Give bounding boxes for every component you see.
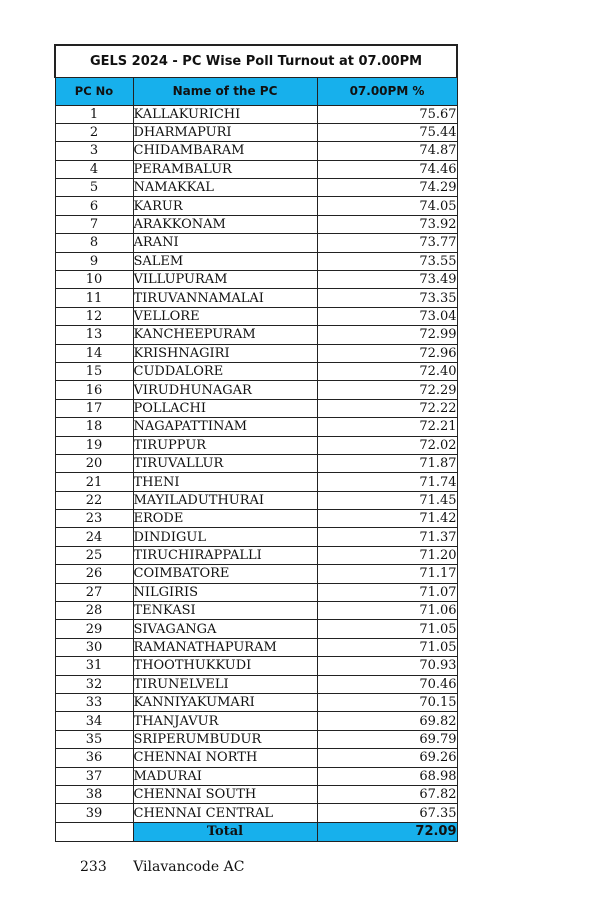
table-row — [55, 160, 457, 178]
table-title: GELS 2024 - PC Wise Poll Turnout at 07.00PM — [55, 45, 457, 77]
turnout-cell: 73.35 — [317, 289, 457, 307]
table-body — [55, 105, 457, 822]
turnout-cell: 72.99 — [317, 326, 457, 344]
turnout-cell: 72.29 — [317, 381, 457, 399]
pc-name-cell: CHENNAI SOUTH — [133, 785, 317, 803]
pc-name-cell: CHENNAI CENTRAL — [133, 804, 317, 822]
table-row — [55, 767, 457, 785]
pc-name-cell: DINDIGUL — [133, 528, 317, 546]
table-row — [55, 142, 457, 160]
turnout-cell: 74.46 — [317, 160, 457, 178]
table-row — [55, 528, 457, 546]
table-row — [55, 510, 457, 528]
pc-no-cell: 23 — [55, 510, 133, 528]
table-row — [55, 491, 457, 509]
pc-no-cell: 19 — [55, 436, 133, 454]
pc-no-cell: 31 — [55, 657, 133, 675]
total-row — [55, 822, 457, 841]
turnout-cell: 71.07 — [317, 583, 457, 601]
pc-no-cell: 7 — [55, 215, 133, 233]
pc-no-cell: 29 — [55, 620, 133, 638]
turnout-cell: 71.87 — [317, 454, 457, 472]
turnout-cell: 68.98 — [317, 767, 457, 785]
total-value: 72.09 — [317, 822, 457, 841]
turnout-cell: 75.67 — [317, 105, 457, 123]
pc-no-cell: 11 — [55, 289, 133, 307]
pc-no-cell: 30 — [55, 638, 133, 656]
turnout-cell: 71.06 — [317, 602, 457, 620]
footer-section: Vilavancode AC — [133, 859, 245, 875]
pc-name-cell: KANCHEEPURAM — [133, 326, 317, 344]
table-row — [55, 197, 457, 215]
pc-no-cell: 22 — [55, 491, 133, 509]
pc-no-cell: 20 — [55, 454, 133, 472]
table-row — [55, 620, 457, 638]
turnout-cell: 72.22 — [317, 399, 457, 417]
turnout-cell: 71.05 — [317, 620, 457, 638]
pc-name-cell: KANNIYAKUMARI — [133, 694, 317, 712]
table-row — [55, 252, 457, 270]
pc-name-cell: TIRUVANNAMALAI — [133, 289, 317, 307]
turnout-cell: 72.96 — [317, 344, 457, 362]
pc-no-cell: 18 — [55, 418, 133, 436]
pc-name-cell: ARANI — [133, 234, 317, 252]
turnout-cell: 67.35 — [317, 804, 457, 822]
table-row — [55, 307, 457, 325]
pc-no-cell: 33 — [55, 694, 133, 712]
table-row — [55, 638, 457, 656]
turnout-cell: 71.37 — [317, 528, 457, 546]
pc-no-cell: 17 — [55, 399, 133, 417]
table-row — [55, 602, 457, 620]
table-row — [55, 215, 457, 233]
page-number: 233 — [80, 859, 107, 875]
turnout-cell: 72.02 — [317, 436, 457, 454]
table-row — [55, 105, 457, 123]
pc-no-cell: 14 — [55, 344, 133, 362]
pc-no-cell: 27 — [55, 583, 133, 601]
turnout-cell: 71.05 — [317, 638, 457, 656]
pc-no-cell: 3 — [55, 142, 133, 160]
pc-no-cell: 10 — [55, 271, 133, 289]
pc-name-cell: TENKASI — [133, 602, 317, 620]
pc-name-cell: CHIDAMBARAM — [133, 142, 317, 160]
table-row — [55, 179, 457, 197]
pc-name-cell: PERAMBALUR — [133, 160, 317, 178]
table-row — [55, 583, 457, 601]
turnout-cell: 69.82 — [317, 712, 457, 730]
table-row — [55, 234, 457, 252]
table-row — [55, 785, 457, 803]
pc-no-cell: 12 — [55, 307, 133, 325]
poll-turnout-table — [54, 44, 458, 842]
pc-name-cell: DHARMAPURI — [133, 123, 317, 141]
pc-no-cell: 28 — [55, 602, 133, 620]
table-row — [55, 326, 457, 344]
pc-name-cell: COIMBATORE — [133, 565, 317, 583]
pc-no-cell: 1 — [55, 105, 133, 123]
pc-name-cell: TIRUPPUR — [133, 436, 317, 454]
pc-name-cell: KRISHNAGIRI — [133, 344, 317, 362]
turnout-cell: 73.92 — [317, 215, 457, 233]
pc-name-cell: ARAKKONAM — [133, 215, 317, 233]
pc-no-cell: 8 — [55, 234, 133, 252]
turnout-cell: 74.29 — [317, 179, 457, 197]
pc-name-cell: KALLAKURICHI — [133, 105, 317, 123]
pc-name-cell: NILGIRIS — [133, 583, 317, 601]
table-row — [55, 730, 457, 748]
pc-name-cell: TIRUNELVELI — [133, 675, 317, 693]
turnout-cell: 71.74 — [317, 473, 457, 491]
pc-no-cell: 24 — [55, 528, 133, 546]
pc-name-cell: TIRUCHIRAPPALLI — [133, 546, 317, 564]
pc-name-cell: THANJAVUR — [133, 712, 317, 730]
turnout-cell: 70.46 — [317, 675, 457, 693]
turnout-cell: 73.04 — [317, 307, 457, 325]
table-row — [55, 454, 457, 472]
table-row — [55, 271, 457, 289]
pc-no-cell: 32 — [55, 675, 133, 693]
pc-no-cell: 15 — [55, 362, 133, 380]
table-row — [55, 123, 457, 141]
table-row — [55, 804, 457, 822]
header-pc-no: PC No — [55, 77, 133, 105]
pc-no-cell: 13 — [55, 326, 133, 344]
pc-name-cell: VELLORE — [133, 307, 317, 325]
page-footer — [80, 859, 244, 875]
turnout-cell: 71.17 — [317, 565, 457, 583]
turnout-cell: 75.44 — [317, 123, 457, 141]
turnout-cell: 69.26 — [317, 749, 457, 767]
turnout-cell: 74.87 — [317, 142, 457, 160]
pc-name-cell: NAGAPATTINAM — [133, 418, 317, 436]
pc-no-cell: 5 — [55, 179, 133, 197]
pc-name-cell: SRIPERUMBUDUR — [133, 730, 317, 748]
pc-name-cell: SALEM — [133, 252, 317, 270]
table-row — [55, 381, 457, 399]
turnout-cell: 73.55 — [317, 252, 457, 270]
pc-name-cell: CHENNAI NORTH — [133, 749, 317, 767]
table-row — [55, 565, 457, 583]
table-row — [55, 675, 457, 693]
pc-no-cell: 36 — [55, 749, 133, 767]
pc-name-cell: VILLUPURAM — [133, 271, 317, 289]
table-row — [55, 712, 457, 730]
pc-name-cell: CUDDALORE — [133, 362, 317, 380]
turnout-cell: 71.20 — [317, 546, 457, 564]
table-row — [55, 418, 457, 436]
pc-no-cell: 9 — [55, 252, 133, 270]
turnout-cell: 74.05 — [317, 197, 457, 215]
table-row — [55, 546, 457, 564]
pc-name-cell: ERODE — [133, 510, 317, 528]
pc-name-cell: NAMAKKAL — [133, 179, 317, 197]
turnout-cell: 70.93 — [317, 657, 457, 675]
turnout-cell: 72.21 — [317, 418, 457, 436]
pc-no-cell: 16 — [55, 381, 133, 399]
total-blank-cell — [55, 822, 133, 841]
table-row — [55, 473, 457, 491]
pc-no-cell: 2 — [55, 123, 133, 141]
turnout-cell: 73.77 — [317, 234, 457, 252]
pc-name-cell: TIRUVALLUR — [133, 454, 317, 472]
turnout-cell: 73.49 — [317, 271, 457, 289]
pc-name-cell: KARUR — [133, 197, 317, 215]
header-row — [55, 77, 457, 105]
turnout-cell: 70.15 — [317, 694, 457, 712]
pc-no-cell: 6 — [55, 197, 133, 215]
pc-no-cell: 34 — [55, 712, 133, 730]
pc-name-cell: RAMANATHAPURAM — [133, 638, 317, 656]
pc-name-cell: THENI — [133, 473, 317, 491]
table-row — [55, 657, 457, 675]
turnout-cell: 72.40 — [317, 362, 457, 380]
pc-name-cell: THOOTHUKKUDI — [133, 657, 317, 675]
pc-no-cell: 37 — [55, 767, 133, 785]
table-row — [55, 362, 457, 380]
turnout-cell: 71.45 — [317, 491, 457, 509]
table-row — [55, 749, 457, 767]
pc-no-cell: 38 — [55, 785, 133, 803]
turnout-cell: 69.79 — [317, 730, 457, 748]
table-row — [55, 344, 457, 362]
header-pct: 07.00PM % — [317, 77, 457, 105]
pc-name-cell: MADURAI — [133, 767, 317, 785]
pc-no-cell: 25 — [55, 546, 133, 564]
total-label: Total — [133, 822, 317, 841]
turnout-cell: 67.82 — [317, 785, 457, 803]
header-name: Name of the PC — [133, 77, 317, 105]
pc-name-cell: MAYILADUTHURAI — [133, 491, 317, 509]
pc-no-cell: 26 — [55, 565, 133, 583]
table-row — [55, 436, 457, 454]
pc-no-cell: 21 — [55, 473, 133, 491]
pc-name-cell: SIVAGANGA — [133, 620, 317, 638]
table-row — [55, 399, 457, 417]
pc-name-cell: VIRUDHUNAGAR — [133, 381, 317, 399]
turnout-cell: 71.42 — [317, 510, 457, 528]
pc-no-cell: 39 — [55, 804, 133, 822]
pc-name-cell: POLLACHI — [133, 399, 317, 417]
pc-no-cell: 35 — [55, 730, 133, 748]
table-row — [55, 694, 457, 712]
pc-no-cell: 4 — [55, 160, 133, 178]
table-row — [55, 289, 457, 307]
